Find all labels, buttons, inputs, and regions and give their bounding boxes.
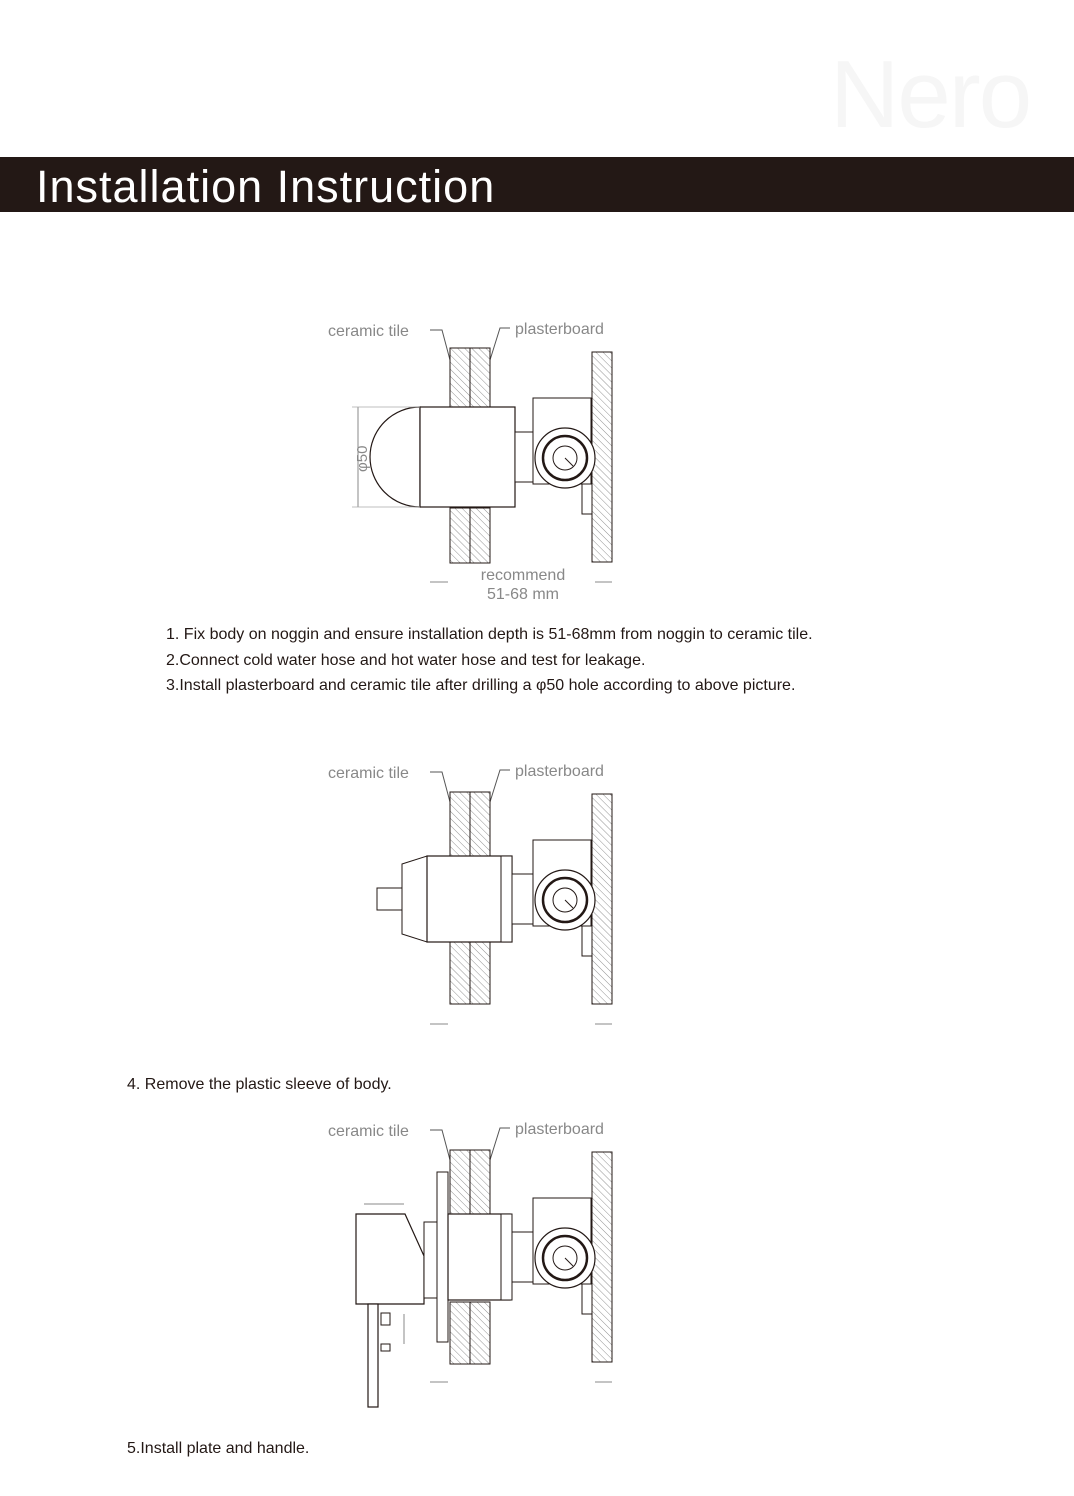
tile-top <box>450 792 470 857</box>
valve-mount-foot <box>582 1284 592 1314</box>
handle-pin-top <box>381 1313 390 1325</box>
tile-top <box>450 1150 470 1215</box>
step-1-text: 1. Fix body on noggin and ensure installation depth is 51-68mm from noggin to ceramic tile. <box>166 626 813 643</box>
plasterboard-bottom <box>470 942 490 1004</box>
valve-body-ring <box>501 856 512 942</box>
valve-body <box>427 856 512 942</box>
ceramic-tile-label: ceramic tile <box>328 323 409 340</box>
ceramic-tile-leader <box>430 772 450 802</box>
step-4-text: 4. Remove the plastic sleeve of body. <box>127 1076 392 1093</box>
handle-lever <box>368 1304 378 1407</box>
valve-stem <box>377 888 402 910</box>
depth-label: 51-68 mm <box>486 586 560 603</box>
valve-body-ring <box>501 1214 512 1300</box>
title-bar <box>0 157 1074 212</box>
plasterboard-leader <box>490 770 510 802</box>
plastic-sleeve <box>370 407 420 507</box>
ceramic-tile-label: ceramic tile <box>328 1123 409 1140</box>
plasterboard-bottom <box>470 508 490 563</box>
plasterboard-label: plasterboard <box>515 321 604 338</box>
diagram-3-plate-handle <box>320 1110 630 1415</box>
valve-mount-foot <box>582 484 592 514</box>
tile-bottom <box>450 1302 470 1364</box>
valve-body <box>420 407 515 507</box>
cover-plate <box>437 1172 448 1342</box>
step-5-text: 5.Install plate and handle. <box>127 1440 310 1457</box>
diameter-label: φ50 <box>354 445 371 472</box>
diagram-1-rough-in <box>320 310 630 610</box>
handle-shaft <box>424 1222 437 1298</box>
page-title: Installation Instruction <box>36 161 496 212</box>
ceramic-tile-leader <box>430 1130 450 1160</box>
tile-top <box>450 348 470 408</box>
diagram-2-sleeve-removed <box>320 752 630 1042</box>
ceramic-tile-label: ceramic tile <box>328 765 409 782</box>
handle-head <box>356 1214 424 1304</box>
plasterboard-label: plasterboard <box>515 1121 604 1138</box>
plasterboard-label: plasterboard <box>515 763 604 780</box>
tile-bottom <box>450 508 470 563</box>
tile-bottom <box>450 942 470 1004</box>
valve-cartridge <box>402 856 427 942</box>
handle-pin-bottom <box>381 1344 390 1351</box>
plasterboard-top <box>470 1150 490 1215</box>
plasterboard-leader <box>490 1128 510 1160</box>
plasterboard-top <box>470 348 490 408</box>
step-2-text: 2.Connect cold water hose and hot water hose and test for leakage. <box>166 652 646 669</box>
plasterboard-bottom <box>470 1302 490 1364</box>
valve-mount-foot <box>582 926 592 956</box>
step-3-text: 3.Install plasterboard and ceramic tile after drilling a φ50 hole according to above picture. <box>166 677 796 694</box>
plasterboard-top <box>470 792 490 857</box>
plasterboard-leader <box>490 328 510 360</box>
brand-watermark: Nero <box>830 41 1031 148</box>
ceramic-tile-leader <box>430 330 450 360</box>
recommend-label: recommend <box>480 567 566 584</box>
